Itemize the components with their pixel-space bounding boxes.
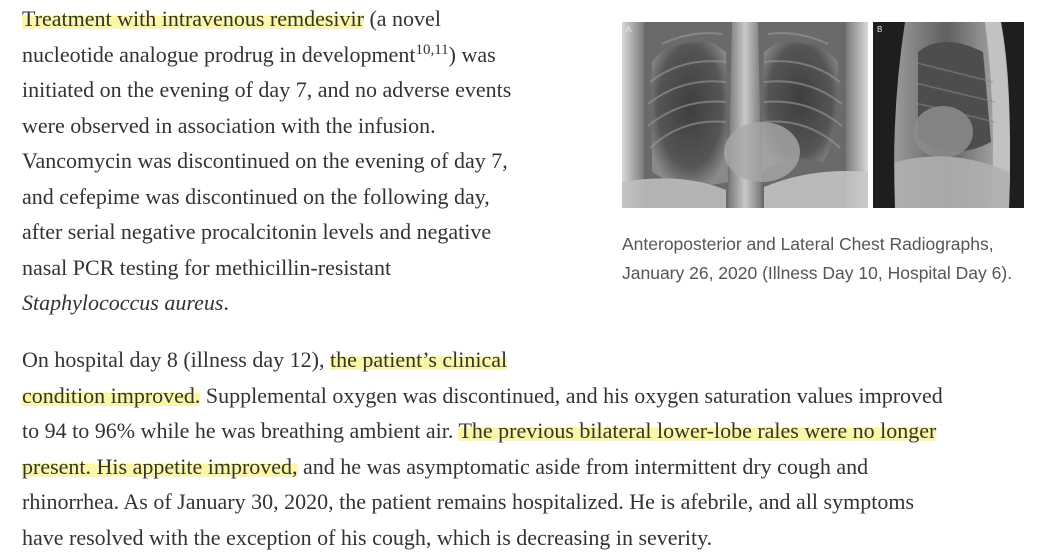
reference-link[interactable]: 10,11 (415, 41, 449, 58)
text-line: after serial negative procalcitonin levels and negative (22, 219, 492, 244)
text-segment: . (223, 290, 229, 315)
text-segment: On hospital day 8 (illness day 12), (22, 347, 330, 372)
radiograph-anteroposterior (622, 22, 868, 208)
text-line (22, 285, 582, 321)
highlighted-text: condition improved. (22, 382, 201, 408)
text-line: nasal PCR testing for methicillin-resistant (22, 254, 392, 280)
highlighted-text: the patient’s clinical (329, 347, 508, 372)
text-line (22, 413, 1032, 449)
text-line: were observed in association with the infusion. (22, 112, 436, 138)
text-line (22, 449, 1032, 485)
text-segment: (a novel (363, 6, 441, 31)
text-line (22, 342, 1032, 378)
text-line (22, 378, 1032, 414)
xray-lateral-image (873, 22, 1024, 208)
text-line: rhinorrhea. As of January 30, 2020, the patient remains hospitalized. He is afebrile, and all symptoms (22, 489, 914, 514)
article-paragraph-2 (22, 342, 1032, 555)
text-line: have resolved with the exception of his cough, which is decreasing in severity. (22, 524, 713, 550)
article-paragraph-1 (22, 1, 582, 321)
panel-label-a: A (626, 25, 632, 34)
highlighted-text: present. His appetite improved, (22, 453, 298, 479)
text-line: and cefepime was discontinued on the following day, (22, 183, 490, 209)
text-line: Vancomycin was discontinued on the evening of day 7, (22, 148, 508, 173)
highlighted-text: Treatment with intravenous remdesivir (22, 6, 364, 31)
text-segment: Supplemental oxygen was discontinued, and his oxygen saturation values improved (200, 382, 943, 408)
text-segment: ) was (448, 41, 496, 67)
text-segment: to 94 to 96% while he was breathing ambient air. (22, 418, 459, 443)
xray-ap-image (622, 22, 868, 208)
text-line (22, 1, 582, 37)
panel-label-b: B (877, 25, 883, 34)
text-segment: nucleotide analogue prodrug in development (22, 41, 416, 67)
highlighted-text: The previous bilateral lower-lobe rales were no longer (458, 418, 937, 443)
text-segment: and he was asymptomatic aside from intermittent dry cough and (297, 453, 869, 479)
radiograph-lateral (873, 22, 1024, 208)
text-line (22, 37, 582, 73)
chest-radiograph-figure[interactable] (622, 22, 1024, 208)
figure-caption: Anteroposterior and Lateral Chest Radiographs, January 26, 2020 (Illness Day 10, Hospital Day 6). (622, 234, 1013, 283)
organism-name: Staphylococcus aureus (22, 290, 224, 315)
text-line: initiated on the evening of day 7, and no adverse events (22, 77, 512, 102)
